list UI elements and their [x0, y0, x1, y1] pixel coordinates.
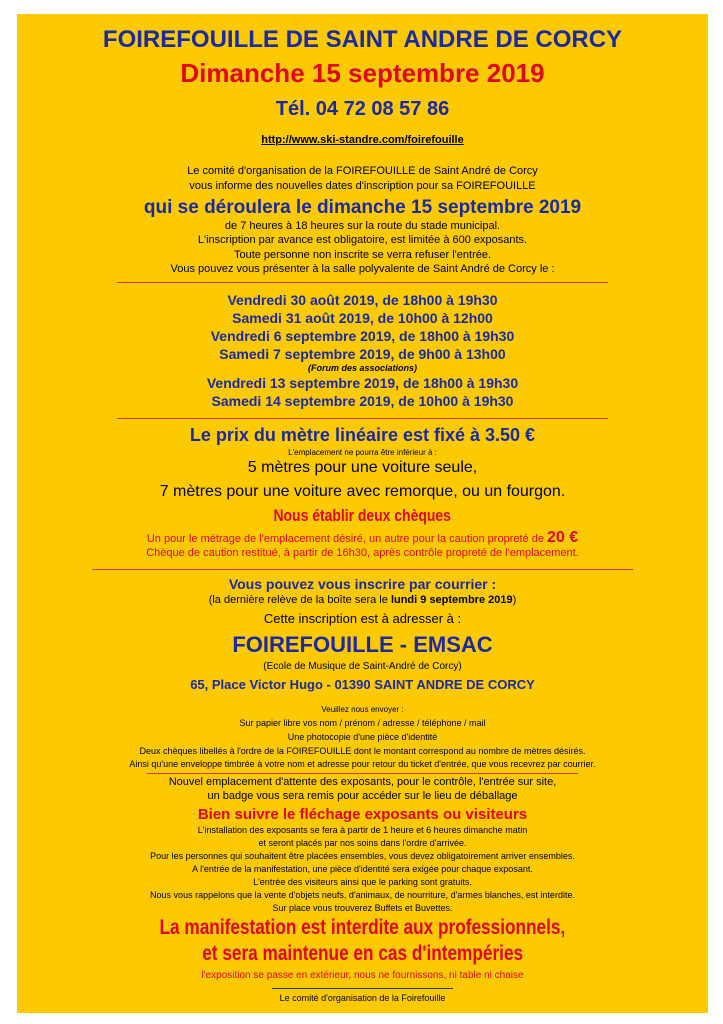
website-link[interactable]: http://www.ski-standre.com/foirefouille — [261, 134, 464, 146]
mail-note — [17, 595, 708, 606]
cheques-title-text: Nous établir deux chèques — [273, 506, 452, 525]
arrival-line-9: Sur place vous trouverez Buffets et Buvettes. — [272, 903, 453, 913]
schedule-item-2: Samedi 31 août 2019, de 10h00 à 12h00 — [232, 310, 493, 326]
car-length: 5 mètres pour une voiture seule, — [247, 459, 478, 476]
intro-line-3: de 7 heures à 18 heures sur la route du stade municipal. — [224, 220, 501, 232]
schedule-item-3: Vendredi 6 septembre 2019, de 18h00 à 19h30 — [210, 328, 515, 344]
send-line-3: Une photocopie d'une pièce d'identité — [287, 732, 438, 742]
schedule-item-4: Samedi 7 septembre 2019, de 9h00 à 13h00 — [219, 346, 506, 362]
address-intro: Cette inscription est à adresser à : — [263, 611, 462, 626]
divider-4 — [147, 773, 578, 774]
organization-name: FOIREFOUILLE - EMSAC — [232, 632, 493, 657]
cheques-line-1-text: Un pour le métrage de l'emplacement désiré, un autre pour la caution propreté de — [146, 533, 544, 545]
mail-note-date: lundi 9 septembre 2019 — [390, 594, 513, 606]
mail-note-suffix: ) — [512, 594, 517, 606]
intro-line-1: Le comité d'organisation de la FOIREFOUILLE de Saint André de Corcy — [187, 165, 538, 177]
website-row — [17, 135, 708, 146]
weather-warning-text: et sera maintenue en cas d'intempéries — [202, 942, 523, 965]
signage-headline: Bien suivre le fléchage exposants ou visiteurs — [197, 806, 528, 823]
committee-signature: Le comité d'organisation de la Foirefouille — [279, 993, 446, 1003]
event-headline: qui se déroulera le dimanche 15 septembre 2019 — [143, 197, 582, 218]
schedule-item-6: Samedi 14 septembre 2019, de 10h00 à 19h30 — [211, 393, 514, 409]
price-headline: Le prix du mètre linéaire est fixé à 3.50 € — [189, 425, 536, 445]
weather-warning — [17, 943, 708, 964]
arrival-line-3: L'installation des exposants se fera à partir de 1 heure et 6 heures dimanche matin — [197, 825, 528, 835]
cheques-line-1 — [17, 530, 708, 546]
trailer-length: 7 mètres pour une voiture avec remorque, ou un fourgon. — [159, 483, 566, 500]
divider-2 — [117, 418, 608, 419]
schedule-item-1: Vendredi 30 août 2019, de 18h00 à 19h30 — [227, 292, 498, 308]
arrival-line-4: et seront placés par nos soins dans l'ordre d'arrivée. — [258, 838, 467, 848]
send-line-1: Veuillez nous envoyer : — [321, 705, 404, 714]
mail-note-prefix: (la dernière relève de la boîte sera le — [208, 594, 388, 606]
mail-headline: Vous pouvez vous inscrire par courrier : — [228, 576, 497, 592]
arrival-line-2: un badge vous sera remis pour accéder sur le lieu de déballage — [207, 790, 518, 802]
arrival-line-5: Pour les personnes qui souhaitent être placées ensembles, vous devez obligatoirement arriver ensembles. — [150, 851, 575, 861]
intro-line-6: Vous pouvez vous présenter à la salle polyvalente de Saint André de Corcy le : — [170, 263, 555, 275]
schedule-item-5: Vendredi 13 septembre 2019, de 18h00 à 19h30 — [206, 375, 519, 391]
cheques-title — [17, 507, 708, 524]
no-tables-note: l'exposition se passe en extérieur, nous ne fournissons, ni table ni chaise — [201, 970, 524, 981]
postal-address: 65, Place Victor Hugo - 01390 SAINT ANDRE DE CORCY — [190, 677, 535, 692]
event-date: Dimanche 15 septembre 2019 — [180, 58, 545, 88]
professional-warning-text: La manifestation est interdite aux professionnels, — [159, 916, 566, 939]
minimum-note: L'emplacement ne pourra être inférieur à : — [288, 448, 437, 457]
schedule-note: (Forum des associations) — [307, 363, 418, 373]
arrival-line-8: Nous vous rappelons que la vente d'objets neufs, d'animaux, de nourriture, d'armes blanches, est interdite. — [150, 890, 575, 900]
professional-warning — [17, 917, 708, 938]
divider-1 — [117, 282, 608, 283]
deposit-amount: 20 € — [547, 529, 579, 546]
divider-3 — [92, 569, 633, 570]
phone-number: Tél. 04 72 08 57 86 — [275, 98, 450, 120]
send-line-5: Ainsi qu'une enveloppe timbrée à votre nom et adresse pour retour du ticket d'entrée, que vous recevrez par courrier. — [129, 759, 596, 769]
cheques-line-2: Chèque de caution restitué, à partir de 16h30, après contrôle propreté de l'emplacement. — [146, 547, 579, 559]
intro-line-5: Toute personne non inscrite se verra refuser l'entrée. — [233, 249, 492, 261]
organization-full-name: (Ecole de Musique de Saint-André de Corcy) — [263, 661, 462, 672]
send-line-2: Sur papier libre vos nom / prénom / adresse / téléphone / mail — [239, 718, 486, 728]
poster — [17, 14, 708, 1013]
arrival-line-7: L'entrée des visiteurs ainsi que le parking sont gratuits. — [253, 877, 472, 887]
event-title: FOIREFOUILLE DE SAINT ANDRE DE CORCY — [102, 26, 623, 53]
send-line-4: Deux chèques libellés à l'ordre de la FOIREFOUILLE dont le montant correspond au nombre de mètres désirés. — [139, 746, 586, 756]
intro-line-4: L'inscription par avance est obligatoire, est limitée à 600 exposants. — [197, 234, 528, 246]
arrival-line-1: Nouvel emplacement d'attente des exposants, pour le contrôle, l'entrée sur site, — [168, 776, 557, 788]
intro-line-2: vous informe des nouvelles dates d'inscription pour sa FOIREFOUILLE — [189, 180, 536, 192]
arrival-line-6: A l'entrée de la manifestation, une pièce d'identité sera exigée pour chaque exposant. — [192, 864, 533, 874]
divider-5 — [272, 988, 453, 989]
